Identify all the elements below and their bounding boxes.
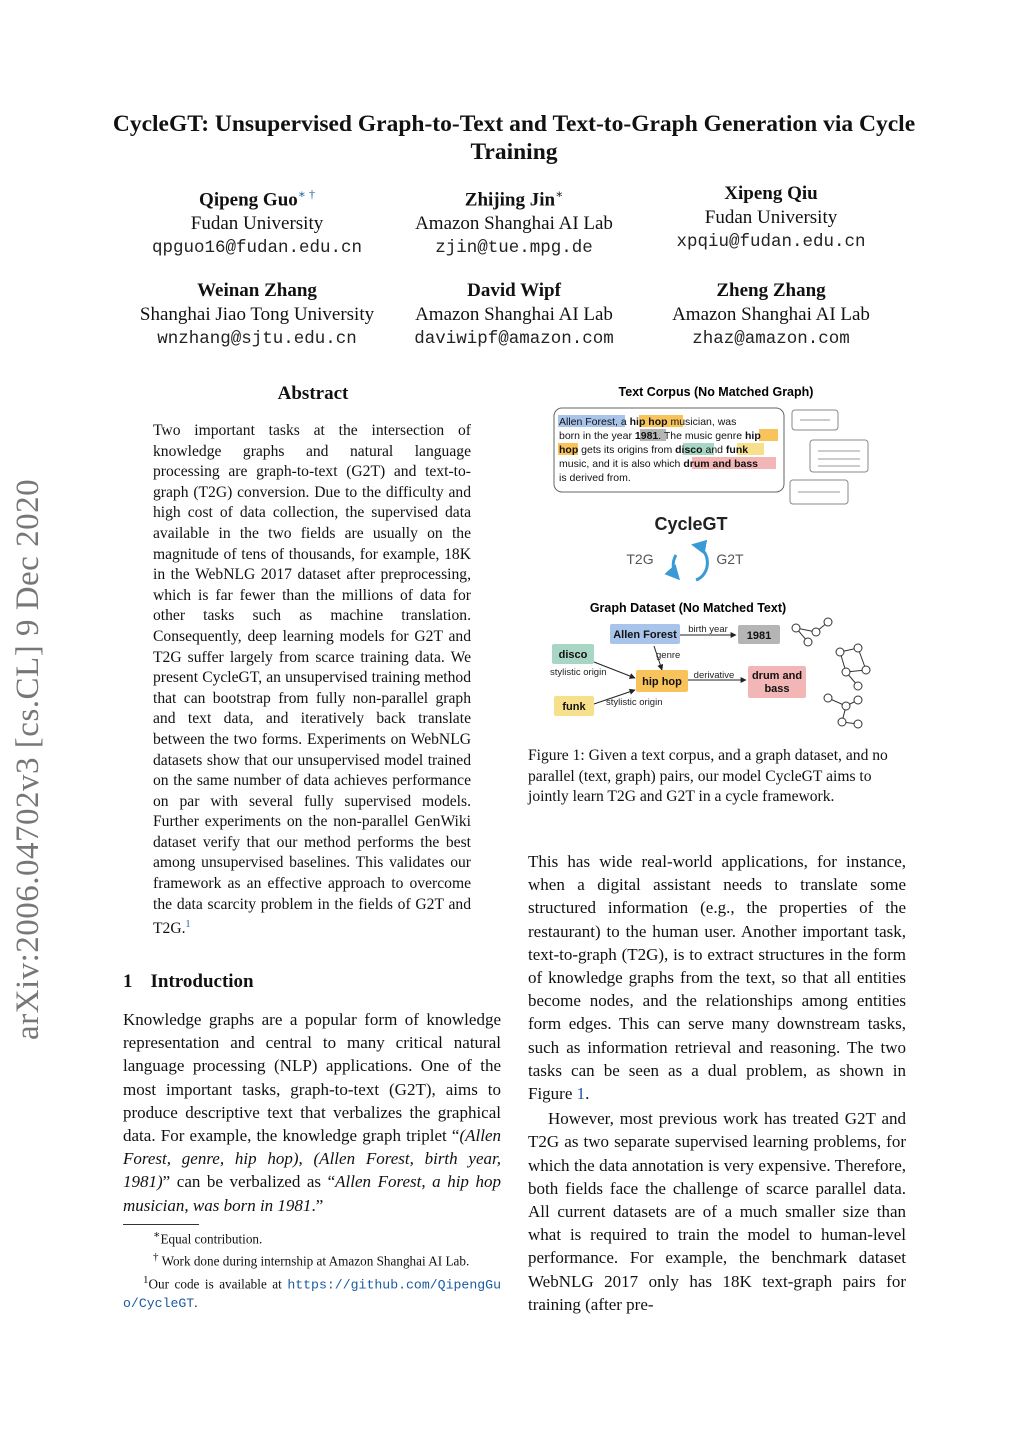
node-label-bass: bass (764, 683, 790, 695)
t2g-label: T2G (626, 551, 654, 567)
other-documents (790, 410, 868, 504)
edge-label-derivative: derivative (693, 670, 735, 681)
node-label-hip-hop: hip hop (642, 676, 682, 688)
footnote-divider (123, 1224, 199, 1225)
author-affiliation: Amazon Shanghai AI Lab (415, 304, 613, 325)
code-repo-link[interactable]: https://github.com/QipengGuo/CycleGT (123, 1277, 501, 1312)
node-label-funk: funk (562, 701, 586, 713)
cycle-arrow-left (673, 555, 678, 578)
corpus-line-2: born in the year 1981. The music genre hip (559, 430, 761, 442)
author-affiliation: Shanghai Jiao Tong University (139, 304, 375, 325)
footnote-text: . (194, 1295, 198, 1311)
author-affiliation: Amazon Shanghai AI Lab (672, 304, 870, 325)
corpus-line-3: hop gets its origins from disco and funk (559, 444, 749, 456)
paper-title: CycleGT: Unsupervised Graph-to-Text and Text-to-Graph Generation via Cycle Training (112, 111, 916, 165)
author-zhijing-jin (369, 182, 659, 260)
corpus-line-4: music, and it is also which drum and bass (559, 458, 758, 470)
footnote-text: Our code is available at (148, 1276, 288, 1292)
figure-reference-link[interactable]: 1 (576, 1084, 586, 1104)
intro-text: ” can be verbalized as “ (162, 1172, 336, 1192)
figure-1 (528, 380, 908, 730)
footnote-mark: ∗ (153, 1229, 161, 1241)
footnote-mark: † (153, 1251, 159, 1264)
corpus-line-5: is derived from. (559, 472, 631, 484)
footnote-3 (123, 1271, 501, 1313)
abstract-heading: Abstract (277, 383, 349, 404)
node-label-disco: disco (558, 649, 588, 661)
footnotes (123, 1226, 501, 1313)
text-corpus-title: Text Corpus (No Matched Graph) (618, 385, 814, 399)
author-name: David Wipf (467, 280, 561, 301)
author-email[interactable]: zjin@tue.mpg.de (435, 238, 593, 259)
author-name: Zhijing Jin (464, 189, 556, 211)
g2t-label: G2T (716, 551, 744, 567)
edge-label-genre: genre (656, 650, 681, 661)
cyclegt-label: CycleGT (654, 514, 728, 534)
footnote-mark: 1 (143, 1273, 149, 1286)
paragraph-text: This has wide real-world applications, for instance, when a digital assistant needs to translate some structured information (e.g., the properties of the restaurant) to the human user. Another important task, text-to-graph (T2G), is to extract structures in the form of knowledge graphs from the text, so that all entities become nodes, and the relationships among entities form edges. This can serve many downstream tasks, such as information retrieval and reasoning. The two tasks can be seen as a dual problem, as shown in Figure (528, 852, 906, 1104)
section-heading-introduction (123, 971, 254, 993)
author-marks: ∗ † (297, 187, 315, 201)
edge-label-stylistic-2: stylistic origin (606, 697, 663, 708)
intro-italic-triplet: (Allen Forest, genre, hip hop), (Allen Forest, birth year, 1981) (123, 1126, 501, 1192)
author-name: Zheng Zhang (716, 280, 826, 301)
author-name: Xipeng Qiu (724, 183, 818, 204)
figure-1-diagram (528, 380, 908, 730)
right-column-text (528, 850, 906, 1316)
paragraph-previous-work: However, most previous work has treated G2T and T2G as two separate supervised learning problems, for which the data annotation is very expensive. Therefore, both fields face the challenge of scarce parallel data. All current datasets are of a much smaller size than what is required to train the model to human-level performance. For example, the benchmark dataset WebNLG 2017 only has 18K text-graph pairs for training (after pre- (528, 1109, 906, 1314)
author-email[interactable]: xpqiu@fudan.edu.cn (676, 232, 866, 252)
intro-text: Knowledge graphs are a popular form of knowledge representation and central to many critical natural language processing (NLP) applications. One of the most important tasks, graph-to-text (G2T), aims to produce descriptive text that verbalizes the graphical data. For example, the knowledge graph triplet “ (123, 1010, 501, 1146)
author-name: Qipeng Guo (199, 189, 298, 211)
figure-1-caption: Figure 1: Given a text corpus, and a graph dataset, and no parallel (text, graph) pairs, our model CycleGT aims to jointly learn T2G and G2T in a cycle framework. (528, 747, 888, 806)
corpus-line-1: Allen Forest, a hip hop musician, was (559, 416, 737, 428)
author-xipeng-qiu (626, 182, 916, 254)
author-email[interactable]: daviwipf@amazon.com (414, 329, 614, 349)
node-label-allen-forest: Allen Forest (613, 629, 677, 641)
intro-text: .” (311, 1195, 324, 1215)
highlight-hip (759, 429, 778, 441)
paragraph-text: . (585, 1084, 590, 1104)
graph-dataset-title: Graph Dataset (No Matched Text) (589, 601, 787, 615)
edge-label-stylistic-1: stylistic origin (550, 667, 607, 678)
footnote-text: Equal contribution. (160, 1231, 263, 1247)
abstract-footnote-mark[interactable]: 1 (185, 919, 191, 931)
footnote-text: Work done during internship at Amazon Shanghai AI Lab. (161, 1253, 470, 1269)
paragraph-applications (528, 850, 906, 1105)
node-label-drum-and: drum and (751, 670, 803, 682)
author-zheng-zhang (626, 279, 916, 351)
author-weinan-zhang (112, 279, 402, 351)
author-name: Weinan Zhang (197, 280, 317, 301)
arxiv-identifier: arXiv:2006.04702v3 [cs.CL] 9 Dec 2020 (10, 478, 46, 1040)
intro-italic-example: Allen Forest, a hip hop musician, was born in 1981 (123, 1172, 501, 1215)
cycle-arrow-right (694, 545, 707, 580)
author-qipeng-guo (112, 182, 402, 260)
author-marks: ∗ (555, 187, 564, 201)
intro-paragraph (123, 1008, 501, 1217)
author-david-wipf (369, 279, 659, 351)
author-email[interactable]: zhaz@amazon.com (692, 329, 850, 349)
author-affiliation: Fudan University (704, 207, 838, 228)
edge-label-birth-year: birth year (688, 624, 728, 635)
author-email[interactable]: qpguo16@fudan.edu.cn (151, 238, 363, 259)
abstract-text (153, 421, 471, 940)
author-affiliation: Amazon Shanghai AI Lab (415, 213, 613, 235)
section-number: 1 (123, 971, 133, 992)
author-affiliation: Fudan University (190, 213, 324, 235)
node-label-1981: 1981 (746, 630, 772, 642)
abstract-paragraph: Two important tasks at the intersection of knowledge graphs and natural language processing are graph-to-text (G2T) and text-to-graph (T2G) conversion. Due to the difficulty and high cost of data collection, the supervised data available in the two fields are usually on the magnitude of tens of thousands, for example, 18K in the WebNLG 2017 dataset after preprocessing, which is far fewer than the millions of data for other tasks such as machine translation. Consequently, deep learning models for G2T and T2G suffer largely from scarce training data. We present CycleGT, an unsupervised training method that can bootstrap from fully non-parallel graph and text data, and iteratively back translate between the two forms. Experiments on WebNLG datasets show that our unsupervised model trained on the same number of data achieves performance on par with several fully supervised models. Further experiments on the non-parallel GenWiki dataset verify that our method performs the best among unsupervised baselines. This validates our framework as an effective approach to overcome the data scarcity problem in the fields of G2T and T2G. (153, 422, 471, 938)
footnote-2 (123, 1248, 501, 1270)
footnote-1 (123, 1226, 501, 1248)
author-email[interactable]: wnzhang@sjtu.edu.cn (157, 329, 357, 349)
section-title: Introduction (150, 971, 254, 992)
